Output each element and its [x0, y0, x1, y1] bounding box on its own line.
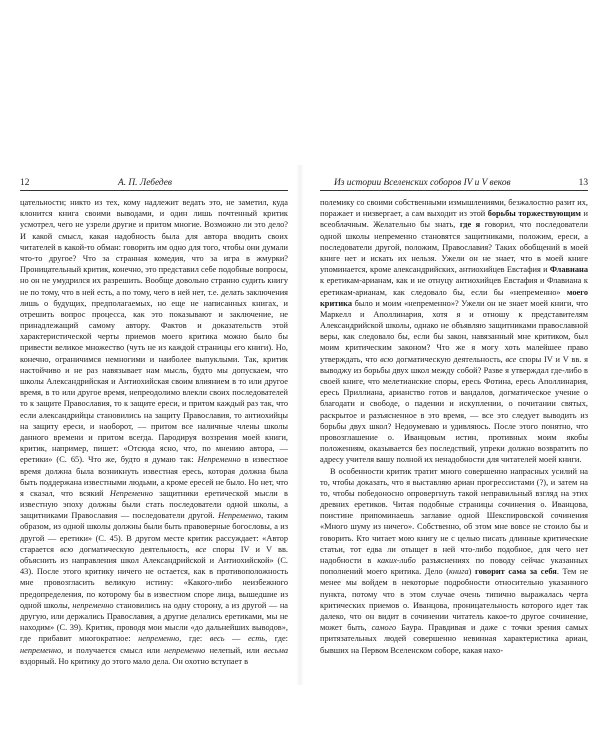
bold-text: моего критика [320, 287, 588, 308]
text-run: говорил, что последователи одной школы непременно становятся защитниками, положим, ереси, а последователи другой, положим, Православия? Таких обобщений в моей книге нет и искать их нельзя. Ужели он не знает, что в моей книге упоминается, кроме александрийских, антиохийцев Евстафия и [320, 220, 589, 275]
left-page-number: 12 [20, 178, 30, 188]
bold-text: Флавиана [549, 265, 588, 275]
text-run: . Тем не менее мы войдем в некоторые подробности относительно указанного пункта, потому что в этом случае очень типично выражалась черта критических приемов о. Иванцова, проницательность которого идет так далеко, что он видит в сочинении читатель какое-то другое сочинение, может быть, [320, 567, 588, 633]
left-running-head: А. П. Лебедев [118, 178, 172, 188]
text-run: В особенности критик тратит много совершенно напрасных усилий на то, чтобы доказать, что я выставляю ариан прогрессистами (?), и затем на то, чтобы победоносно опровергнуть такой неправильный взгляд на этих древних еретиков. Читая подобные страницы сочинения о. Иванцова, поистине припоминаешь заглавие одной Шекспировской сочинения «Много шуму из ничего». Собственно, об этом мне вовсе не стоило бы и говорить. Кто читает мою книгу не с целью писать длинные критические статьи, тот едва ли отыщет в ней что-либо подобное, для чего нет надобности в [320, 466, 588, 565]
italic-text: все [195, 544, 207, 554]
text-run: Баура. Правдивая и даже с точки зрения самых притязательных людей совершенно невинная характеристика ариан, бывших на Первом Вселенском соборе, какая нахо- [320, 623, 589, 655]
italic-text: самого [371, 623, 397, 633]
italic-text: всю [380, 354, 394, 364]
paragraph [20, 197, 288, 667]
text-run: споры IV и V вв. я выводжу из борьбы двух школ между собой? Разве я утверждал где-либо в своей книге, что мелетианские споры, ересь Фотина, ересь Аполлинария, ересь Приллиана, арианство готов и вандалов, догматическое учение о благодати и свободе, о падении и искуплении, о почитании святых, раскрытое и разъясненное в это время, — все это следует выводить из борьбы двух школ? Недоумеваю и удивляюсь. После этого понятно, что провозглашение о. Иванцовым истин, противных моим якобы положениям, оказывается без последствий, упреки должно возвратить по адресу учителя вашу полной их ненадобности для читателей моей книги. [320, 354, 589, 465]
text-run: полемику со своими собственными измышлениями, безжалостно разит их, поражает и низвергает, а сам выходит из этой [320, 198, 588, 219]
bold-text: где я [459, 220, 481, 230]
right-running-head: Из истории Вселенских соборов IV и V веков [334, 178, 511, 188]
text-run: нелепый, или [205, 645, 264, 655]
italic-text: все [505, 354, 517, 364]
text-run: , где: [179, 634, 210, 644]
paragraph [320, 466, 588, 656]
italic-text: книга [449, 567, 469, 577]
right-page [300, 0, 600, 750]
text-run: — [224, 634, 248, 644]
italic-text: непременно [164, 645, 206, 655]
text-run: в известное время должна была возникнуть известная ересь, которая должна была быть поддержана известными людьми, а кроме ересей не было. Но нет, что я сказал, что всякий [20, 455, 288, 498]
text-run: догматическую деятельность, [73, 544, 196, 554]
text-run: к еретикам-арианам, как и не отнуцу антиохийцев Евстафия и Флавиана к еретикам-арианам, как следовало бы, если бы «непременно» [320, 276, 588, 297]
paragraph [320, 197, 588, 466]
text-run: разъяснениях по поводу сейчас указанных пополнений моего критика. Дело ( [320, 556, 588, 577]
italic-text: всю [60, 544, 74, 554]
bold-text: борьбы торжествующим [487, 209, 581, 219]
italic-text: весьма [263, 645, 288, 655]
italic-text: есть [247, 634, 266, 644]
text-run: ) [468, 567, 476, 577]
text-run: , где: [265, 634, 288, 644]
text-run: защитники еретической мысли в известную эпоху должны были стать последователи одной школы, а защитниками Православия — последователи другой. [20, 488, 288, 521]
italic-text: весь [209, 634, 225, 644]
text-run: , таким образом, из одной школы должны были быть правоверные богословы, а из другой — еретики» (С. 45). В другом месте критик рассуждает: «Автор старается [20, 511, 288, 554]
text-run: цательности; никто из тех, кому надлежит ведать это, не заметил, куда клонится книга своими выводами, и один лишь почтенный критик усмотрел, чего не узрели другие и притом многие. Возможно ли это дело? И какой смысл, какая надобность была для автора вводить своих читателей в какой-то обман: говорить им одно для того, чтобы они думали что-то другое? Что за странная комедия, что за игра в жмурки? Проницательный критик, конечно, это представил себе подобные вопросы, но он не умудрился их разрешить. Вообще довольно странно судить книгу не по тому, что в ней есть, а по тому, чего в ней нет, т.е. делать заключения лишь о будущих, предполагаемых, но еще не написанных книгах, и отрешить вопрос процесса, как это показывают и заключение, не принадлежащий самому автору. Фактов и доказательств этой характеристической черты приемов моего критика можно было бы привести великое множество (чуть не из каждой страницы его книги). Но, конечно, ограничимся немногими и наиболее выпуклыми. Так, критик настойчиво и не раз навязывает нам мысль, будто мы допускаем, что школы Александрийская и Антиохийская своим влиянием в то или другое время, в то или другое время, непреодолимо влекли своих последователей то к защите Православия, то к защите ереси, и притом каждый раз так, что если александрийцы становились на защиту Православия, то антиохийцы на защиту ереси, и наоборот, — притом все наличные члены школы данного времени и притом всегда. Пародируя воззрения моей книги, критик, например, пишет: «Отсюда ясно, что, по мнению автора, — еретики» (С. 65). Что же, будто я думаю так: [20, 198, 288, 465]
italic-text: непременно [138, 634, 180, 644]
bold-text: говорит сама за себя [475, 567, 557, 577]
italic-text: Непременно [218, 511, 262, 521]
text-run: и всеоблачным. Желательно бы знать, [320, 209, 588, 230]
italic-text: Непременно [197, 455, 241, 465]
text-run: было и моим «непременно»? Ужели он не знает моей книги, что Маркелл и Аполлинария, хотя я и отношу к представителям Александрийской школы, однако не объявляю защитниками православной веры, как следовало бы, если бы закон, навязанный мне критиком, был моим критическим законом? Что же я могу хоть малейшее право утверждать, что [320, 298, 588, 364]
italic-text: непременно [72, 600, 114, 610]
text-run: вздорный. Но критику до этого мало дела. Он охотно вступает в [20, 656, 249, 666]
italic-text: каких-либо [377, 556, 416, 565]
right-page-body [320, 197, 588, 656]
italic-text: Непременно [109, 488, 153, 498]
right-header-rule [320, 190, 588, 191]
left-header-rule [20, 190, 288, 191]
right-page-number: 13 [578, 178, 588, 188]
left-page-body [20, 197, 288, 667]
text-run: догматическую деятельность, [393, 354, 506, 364]
text-run: споры IV и V вв. объяснить из направления школ Александрийской и Антиохийской» (С. 43). После этого критику ничего не остается, как в противоположность мне провозгласить великую истину: «Какого-либо неизбежного предопределения, по которому бы в известном споре лица, вышедшие из одной школы, [20, 544, 289, 610]
text-run: , и получается смысл или [61, 645, 165, 655]
text-run: становились на одну сторону, а из другой — на другую, или держались Православия, а другие делались еретиками, мы не находим» (С. 39). Критик, проводя мои мысли «до дальнейших выводов», где прибавит многократное: [20, 600, 288, 644]
italic-text: непременно [20, 645, 62, 655]
